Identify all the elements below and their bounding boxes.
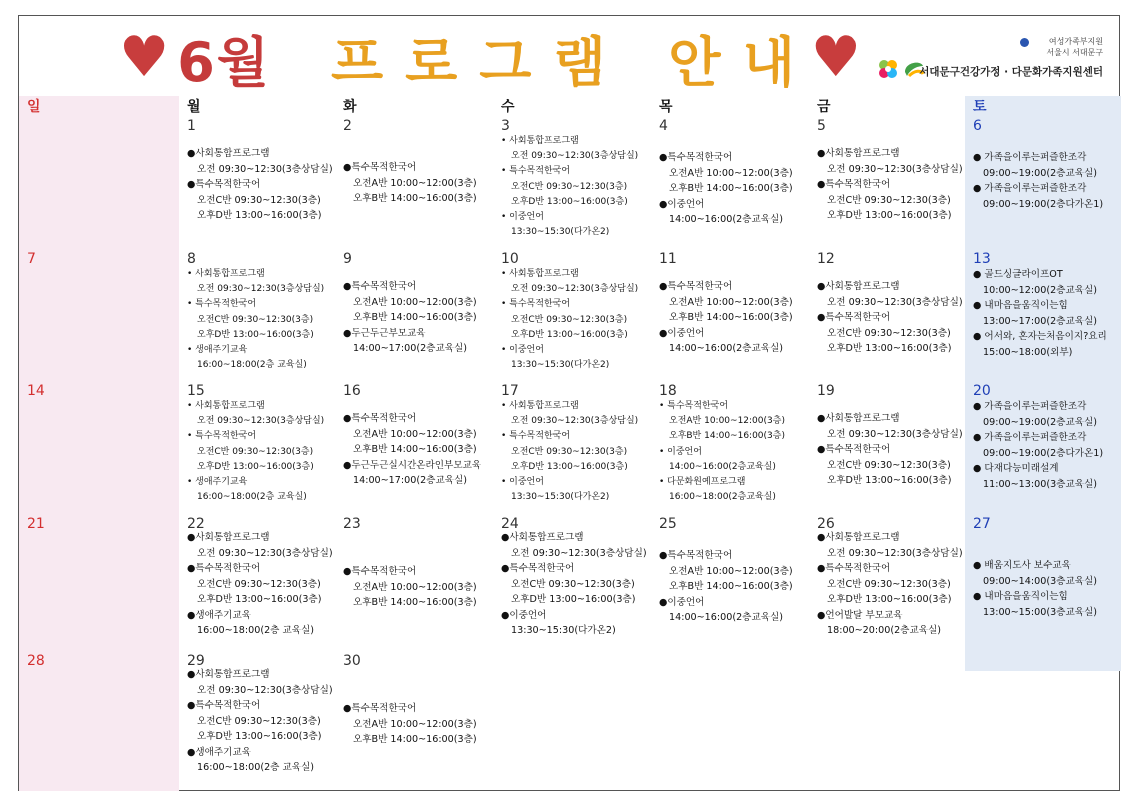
day-number: 3 — [501, 118, 510, 134]
day-number: 27 — [973, 516, 991, 532]
event-list — [659, 279, 809, 357]
event-title: ●특수목적한국어 — [817, 179, 891, 190]
event-detail: 14:00~17:00(2층교육실) — [353, 475, 467, 486]
event-detail: 09:00~19:00(2층교육실) — [983, 167, 1097, 179]
event-list — [659, 548, 809, 626]
day-cell — [335, 514, 493, 646]
event-detail: 16:00~18:00(2층 교육실) — [197, 625, 315, 636]
event-detail: 14:00~17:00(2층교육실) — [353, 343, 467, 354]
calendar-frame — [18, 15, 1120, 791]
event-detail: 오후D반 13:00~16:00(3층) — [197, 594, 322, 605]
event-title: ●사회통합프로그램 — [817, 281, 900, 292]
event-title: ●사회통합프로그램 — [501, 532, 584, 543]
flower-logo-icon — [875, 56, 901, 82]
event-detail: 오전 09:30~12:30(3층상담실) — [197, 684, 333, 696]
event-list — [501, 399, 651, 505]
event-detail: 16:00~18:00(2층 교육실) — [197, 360, 307, 371]
event-title: ●사회통합프로그램 — [817, 532, 900, 543]
event-detail: 오전C반 09:30~12:30(3층) — [197, 715, 321, 727]
event-detail: 10:00~12:00(2층교육실) — [983, 284, 1097, 296]
event-title: • 이중언어 — [501, 212, 544, 223]
day-cell — [19, 249, 179, 381]
event-detail: 오전A반 10:00~12:00(3층) — [353, 428, 477, 440]
event-detail: 오후B반 14:00~16:00(3층) — [669, 312, 793, 323]
event-title: • 사회통합프로그램 — [501, 401, 579, 411]
event-detail: 오전C반 09:30~12:30(3층) — [511, 181, 628, 192]
day-number: 1 — [187, 118, 196, 134]
event-list — [187, 267, 337, 373]
government-emblem-icon — [1020, 38, 1029, 47]
event-title: • 사회통합프로그램 — [501, 269, 579, 279]
day-cell — [965, 116, 1121, 248]
event-detail: 18:00~20:00(2층교육실) — [827, 625, 941, 636]
event-list — [659, 150, 809, 228]
event-list — [343, 701, 493, 748]
event-title: ●특수목적한국어 — [817, 563, 891, 574]
event-title: • 다문화원예프로그램 — [659, 477, 746, 488]
day-number: 30 — [343, 653, 361, 669]
event-title: ●사회통합프로그램 — [187, 532, 270, 543]
event-title: ●특수목적한국어 — [343, 703, 417, 714]
day-number: 17 — [501, 383, 519, 399]
event-list — [187, 530, 337, 639]
day-number: 28 — [27, 653, 45, 669]
event-detail: 오후D반 13:00~16:00(3층) — [197, 461, 314, 472]
day-number: 12 — [817, 251, 835, 267]
event-title: ●특수목적한국어 — [187, 700, 261, 711]
event-list — [973, 558, 1123, 620]
event-title: ●생애주기교육 — [187, 746, 251, 758]
day-cell — [179, 249, 335, 381]
day-number: 20 — [973, 383, 991, 399]
day-number: 8 — [187, 251, 196, 267]
event-detail: 오전A반 10:00~12:00(3층) — [353, 177, 477, 189]
event-detail: 13:30~15:30(다가온2) — [511, 625, 616, 636]
event-detail: 오전 09:30~12:30(3층상담실) — [511, 151, 639, 162]
event-title: ●두근두근부모교육 — [343, 327, 426, 339]
event-detail: 14:00~16:00(2층교육실) — [669, 612, 783, 623]
event-title: • 특수목적한국어 — [187, 431, 257, 442]
dow-header-fri: 금 — [817, 99, 831, 115]
title-text: 프로그램 안내 — [330, 30, 817, 94]
event-detail: 오후B반 14:00~16:00(3층) — [353, 734, 477, 745]
day-number: 24 — [501, 516, 519, 532]
event-detail: 오후D반 13:00~16:00(3층) — [197, 329, 314, 340]
event-detail: 오전C반 09:30~12:30(3층) — [511, 446, 628, 457]
event-title: ●특수목적한국어 — [187, 563, 261, 574]
event-detail: 오후B반 14:00~16:00(3층) — [669, 581, 793, 592]
event-title: ●사회통합프로그램 — [817, 148, 900, 159]
event-title: ● 가족을이루는퍼즐한조각 — [973, 432, 1087, 443]
event-title: ● 어서와, 혼자는처음이지?요리 — [973, 331, 1107, 342]
event-list — [187, 667, 337, 776]
header — [19, 16, 1119, 96]
event-detail: 오전C반 09:30~12:30(3층) — [511, 578, 635, 590]
event-detail: 오후B반 14:00~16:00(3층) — [353, 193, 477, 204]
event-title: ●특수목적한국어 — [817, 312, 891, 323]
event-detail: 오전C반 09:30~12:30(3층) — [197, 314, 314, 325]
day-number: 11 — [659, 251, 677, 267]
event-title: ● 골드싱글라이프OT — [973, 269, 1063, 280]
event-title: ●특수목적한국어 — [817, 444, 891, 455]
event-list — [817, 146, 967, 224]
event-title: • 사회통합프로그램 — [187, 401, 265, 411]
dow-header-sun: 일 — [27, 99, 41, 115]
event-list — [343, 160, 493, 207]
event-title: ● 다재다능미래설계 — [973, 463, 1059, 474]
event-title: ●특수목적한국어 — [187, 179, 261, 190]
event-detail: 오전A반 10:00~12:00(3층) — [669, 167, 793, 179]
event-detail: 오후D반 13:00~16:00(3층) — [827, 475, 952, 486]
day-cell — [651, 651, 809, 783]
event-detail: 오후D반 13:00~16:00(3층) — [827, 343, 952, 354]
day-number: 7 — [27, 251, 36, 267]
day-cell — [19, 116, 179, 248]
event-detail: 14:00~16:00(2층교육실) — [669, 214, 783, 225]
event-detail: 오전C반 09:30~12:30(3층) — [827, 578, 951, 590]
event-detail: 13:30~15:30(다가온2) — [511, 492, 610, 503]
page-title — [119, 20, 861, 96]
event-detail: 오전C반 09:30~12:30(3층) — [197, 194, 321, 206]
day-number: 10 — [501, 251, 519, 267]
event-detail: 16:00~18:00(2층 교육실) — [197, 762, 315, 773]
day-cell — [335, 381, 493, 513]
event-detail: 오후D반 13:00~16:00(3층) — [511, 196, 628, 207]
event-detail: 14:00~16:00(2층교육실) — [669, 343, 783, 354]
day-cell — [809, 651, 965, 783]
event-title: • 이중언어 — [501, 477, 544, 488]
day-cell — [651, 381, 809, 513]
title-month: 6월 — [177, 30, 271, 94]
day-cell — [493, 651, 651, 783]
day-cell — [493, 381, 651, 513]
event-list — [973, 399, 1123, 492]
event-detail: 오전 09:30~12:30(3층상담실) — [511, 547, 647, 559]
event-list — [187, 399, 337, 505]
dow-header-mon: 월 — [187, 99, 201, 115]
day-cell — [809, 381, 965, 513]
day-cell — [19, 381, 179, 513]
day-number: 19 — [817, 383, 835, 399]
event-detail: 오전A반 10:00~12:00(3층) — [669, 416, 785, 427]
event-detail: 09:00~19:00(2층교육실) — [983, 416, 1097, 428]
org-line-1: 여성가족부지원 — [1048, 37, 1103, 46]
day-cell — [19, 514, 179, 646]
event-detail: 16:00~18:00(2층 교육실) — [197, 492, 307, 503]
event-detail: 오전 09:30~12:30(3층상담실) — [511, 416, 639, 427]
day-cell — [965, 514, 1121, 646]
event-detail: 오후D반 13:00~16:00(3층) — [511, 329, 628, 340]
event-detail: 오후D반 13:00~16:00(3층) — [827, 594, 952, 605]
event-detail: 오전A반 10:00~12:00(3층) — [669, 565, 793, 577]
event-title: • 특수목적한국어 — [501, 166, 571, 177]
day-cell — [179, 651, 335, 783]
event-title: • 특수목적한국어 — [187, 299, 257, 310]
event-detail: 오전C반 09:30~12:30(3층) — [827, 327, 951, 339]
day-number: 4 — [659, 118, 668, 134]
calendar-grid — [19, 96, 1121, 792]
center-name: 서대문구건강가정 · 다문화가족지원센터 — [919, 66, 1103, 78]
event-title: ●언어발달 부모교육 — [817, 609, 903, 621]
day-cell — [651, 514, 809, 646]
event-detail: 오전 09:30~12:30(3층상담실) — [197, 547, 333, 559]
event-title: • 특수목적한국어 — [501, 431, 571, 442]
event-detail: 오전 09:30~12:30(3층상담실) — [827, 547, 963, 559]
event-list — [501, 530, 651, 639]
day-cell — [19, 651, 179, 783]
center-logo — [871, 30, 1111, 86]
event-detail: 오후D반 13:00~16:00(3층) — [511, 594, 636, 605]
event-detail: 오전 09:30~12:30(3층상담실) — [197, 163, 333, 175]
event-title: • 이중언어 — [659, 446, 702, 457]
event-list — [973, 267, 1123, 360]
day-cell — [493, 116, 651, 248]
event-list — [817, 411, 967, 489]
event-title: ●생애주기교육 — [187, 609, 251, 621]
event-detail: 09:00~14:00(3층교육실) — [983, 575, 1097, 587]
day-number: 25 — [659, 516, 677, 532]
day-cell — [179, 381, 335, 513]
event-detail: 오전A반 10:00~12:00(3층) — [669, 296, 793, 308]
dow-header-tue: 화 — [343, 99, 357, 115]
event-title: ●특수목적한국어 — [501, 563, 575, 574]
event-detail: 14:00~16:00(2층교육실) — [669, 461, 776, 472]
event-list — [817, 279, 967, 357]
event-detail: 오전C반 09:30~12:30(3층) — [197, 446, 314, 457]
event-title: ●이중언어 — [659, 327, 705, 339]
event-title: • 생애주기교육 — [187, 477, 248, 488]
event-detail: 오전 09:30~12:30(3층상담실) — [197, 416, 325, 427]
event-list — [501, 134, 651, 240]
day-cell — [809, 514, 965, 646]
day-cell — [493, 514, 651, 646]
day-cell — [335, 116, 493, 248]
event-detail: 13:00~15:00(3층교육실) — [983, 606, 1097, 618]
day-cell — [179, 514, 335, 646]
event-detail: 오전 09:30~12:30(3층상담실) — [511, 284, 639, 295]
event-detail: 오전 09:30~12:30(3층상담실) — [827, 428, 963, 440]
org-line-2: 서울시 서대문구 — [1046, 48, 1103, 57]
event-title: ●특수목적한국어 — [659, 152, 733, 163]
event-list — [973, 150, 1123, 212]
event-list — [817, 530, 967, 639]
event-title: ●특수목적한국어 — [659, 550, 733, 561]
day-number: 9 — [343, 251, 352, 267]
event-title: • 이중언어 — [501, 345, 544, 356]
event-detail: 13:30~15:30(다가온2) — [511, 227, 610, 238]
event-detail: 오전 09:30~12:30(3층상담실) — [827, 296, 963, 308]
event-detail: 오후B반 14:00~16:00(3층) — [669, 183, 793, 194]
event-detail: 오후D반 13:00~16:00(3층) — [197, 210, 322, 221]
event-title: ●사회통합프로그램 — [187, 148, 270, 159]
event-detail: 16:00~18:00(2층교육실) — [669, 492, 776, 503]
org-lines — [1046, 36, 1103, 58]
event-detail: 오전A반 10:00~12:00(3층) — [353, 296, 477, 308]
event-detail: 오전C반 09:30~12:30(3층) — [197, 578, 321, 590]
event-title: • 특수목적한국어 — [501, 299, 571, 310]
day-number: 18 — [659, 383, 677, 399]
event-title: ● 가족을이루는퍼즐한조각 — [973, 401, 1087, 412]
event-title: • 사회통합프로그램 — [187, 269, 265, 279]
event-detail: 오전C반 09:30~12:30(3층) — [827, 459, 951, 471]
event-title: ●사회통합프로그램 — [817, 413, 900, 424]
dow-header-thu: 목 — [659, 99, 673, 115]
day-cell — [965, 651, 1121, 783]
event-detail: 오전 09:30~12:30(3층상담실) — [197, 284, 325, 295]
day-number: 21 — [27, 516, 45, 532]
day-cell — [335, 651, 493, 783]
event-detail: 13:00~17:00(2층교육실) — [983, 315, 1097, 327]
day-number: 2 — [343, 118, 352, 134]
event-list — [501, 267, 651, 373]
event-detail: 오전 09:30~12:30(3층상담실) — [827, 163, 963, 175]
event-title: ● 내마음을움직이는힘 — [973, 300, 1068, 311]
day-number: 23 — [343, 516, 361, 532]
event-detail: 오후D반 13:00~16:00(3층) — [827, 210, 952, 221]
event-title: ●이중언어 — [659, 198, 705, 210]
day-cell — [965, 381, 1121, 513]
day-number: 22 — [187, 516, 205, 532]
event-list — [343, 411, 493, 489]
day-number: 29 — [187, 653, 205, 669]
day-number: 16 — [343, 383, 361, 399]
event-title: ●사회통합프로그램 — [187, 669, 270, 680]
event-detail: 오전C반 09:30~12:30(3층) — [511, 314, 628, 325]
day-cell — [335, 249, 493, 381]
event-detail: 오전A반 10:00~12:00(3층) — [353, 581, 477, 593]
event-title: ●두근두근실시간온라인부모교육 — [343, 459, 482, 471]
day-number: 6 — [973, 118, 982, 134]
event-title: • 생애주기교육 — [187, 345, 248, 356]
event-list — [343, 564, 493, 611]
event-detail: 오후B반 14:00~16:00(3층) — [353, 312, 477, 323]
day-cell — [651, 249, 809, 381]
event-title: ●특수목적한국어 — [659, 281, 733, 292]
event-detail: 오후B반 14:00~16:00(3층) — [669, 431, 785, 442]
event-detail: 09:00~19:00(2층다가온1) — [983, 198, 1104, 210]
event-detail: 오후B반 14:00~16:00(3층) — [353, 444, 477, 455]
day-cell — [809, 249, 965, 381]
event-list — [187, 146, 337, 224]
day-cell — [651, 116, 809, 248]
event-title: ● 가족을이루는퍼즐한조각 — [973, 183, 1087, 194]
event-list — [659, 399, 809, 505]
event-list — [343, 279, 493, 357]
event-title: ●특수목적한국어 — [343, 162, 417, 173]
dow-header-wed: 수 — [501, 99, 515, 115]
event-detail: 09:00~19:00(2층다가온1) — [983, 447, 1104, 459]
event-title: ●특수목적한국어 — [343, 413, 417, 424]
day-cell — [809, 116, 965, 248]
dow-header-sat: 토 — [973, 99, 987, 115]
event-title: ● 가족을이루는퍼즐한조각 — [973, 152, 1087, 163]
event-title: ●특수목적한국어 — [343, 281, 417, 292]
day-cell — [965, 249, 1121, 381]
event-title: ●이중언어 — [501, 609, 547, 621]
event-title: ●이중언어 — [659, 596, 705, 608]
event-title: ● 내마음을움직이는힘 — [973, 591, 1068, 602]
event-detail: 오전C반 09:30~12:30(3층) — [827, 194, 951, 206]
heart-icon-left: ♥ — [119, 25, 170, 90]
event-detail: 오전A반 10:00~12:00(3층) — [353, 718, 477, 730]
event-detail: 11:00~13:00(3층교육실) — [983, 478, 1097, 490]
heart-icon-right: ♥ — [810, 25, 861, 90]
day-number: 5 — [817, 118, 826, 134]
event-detail: 오후B반 14:00~16:00(3층) — [353, 597, 477, 608]
event-title: • 사회통합프로그램 — [501, 136, 579, 146]
day-cell — [493, 249, 651, 381]
day-cell — [179, 116, 335, 248]
day-number: 15 — [187, 383, 205, 399]
event-detail: 오후D반 13:00~16:00(3층) — [197, 731, 322, 742]
event-title: ●특수목적한국어 — [343, 566, 417, 577]
event-title: • 특수목적한국어 — [659, 401, 729, 411]
event-detail: 오후D반 13:00~16:00(3층) — [511, 461, 628, 472]
day-number: 13 — [973, 251, 991, 267]
event-detail: 13:30~15:30(다가온2) — [511, 360, 610, 371]
event-title: ● 배움지도사 보수교육 — [973, 560, 1071, 571]
day-number: 14 — [27, 383, 45, 399]
day-number: 26 — [817, 516, 835, 532]
event-detail: 15:00~18:00(외부) — [983, 346, 1073, 358]
